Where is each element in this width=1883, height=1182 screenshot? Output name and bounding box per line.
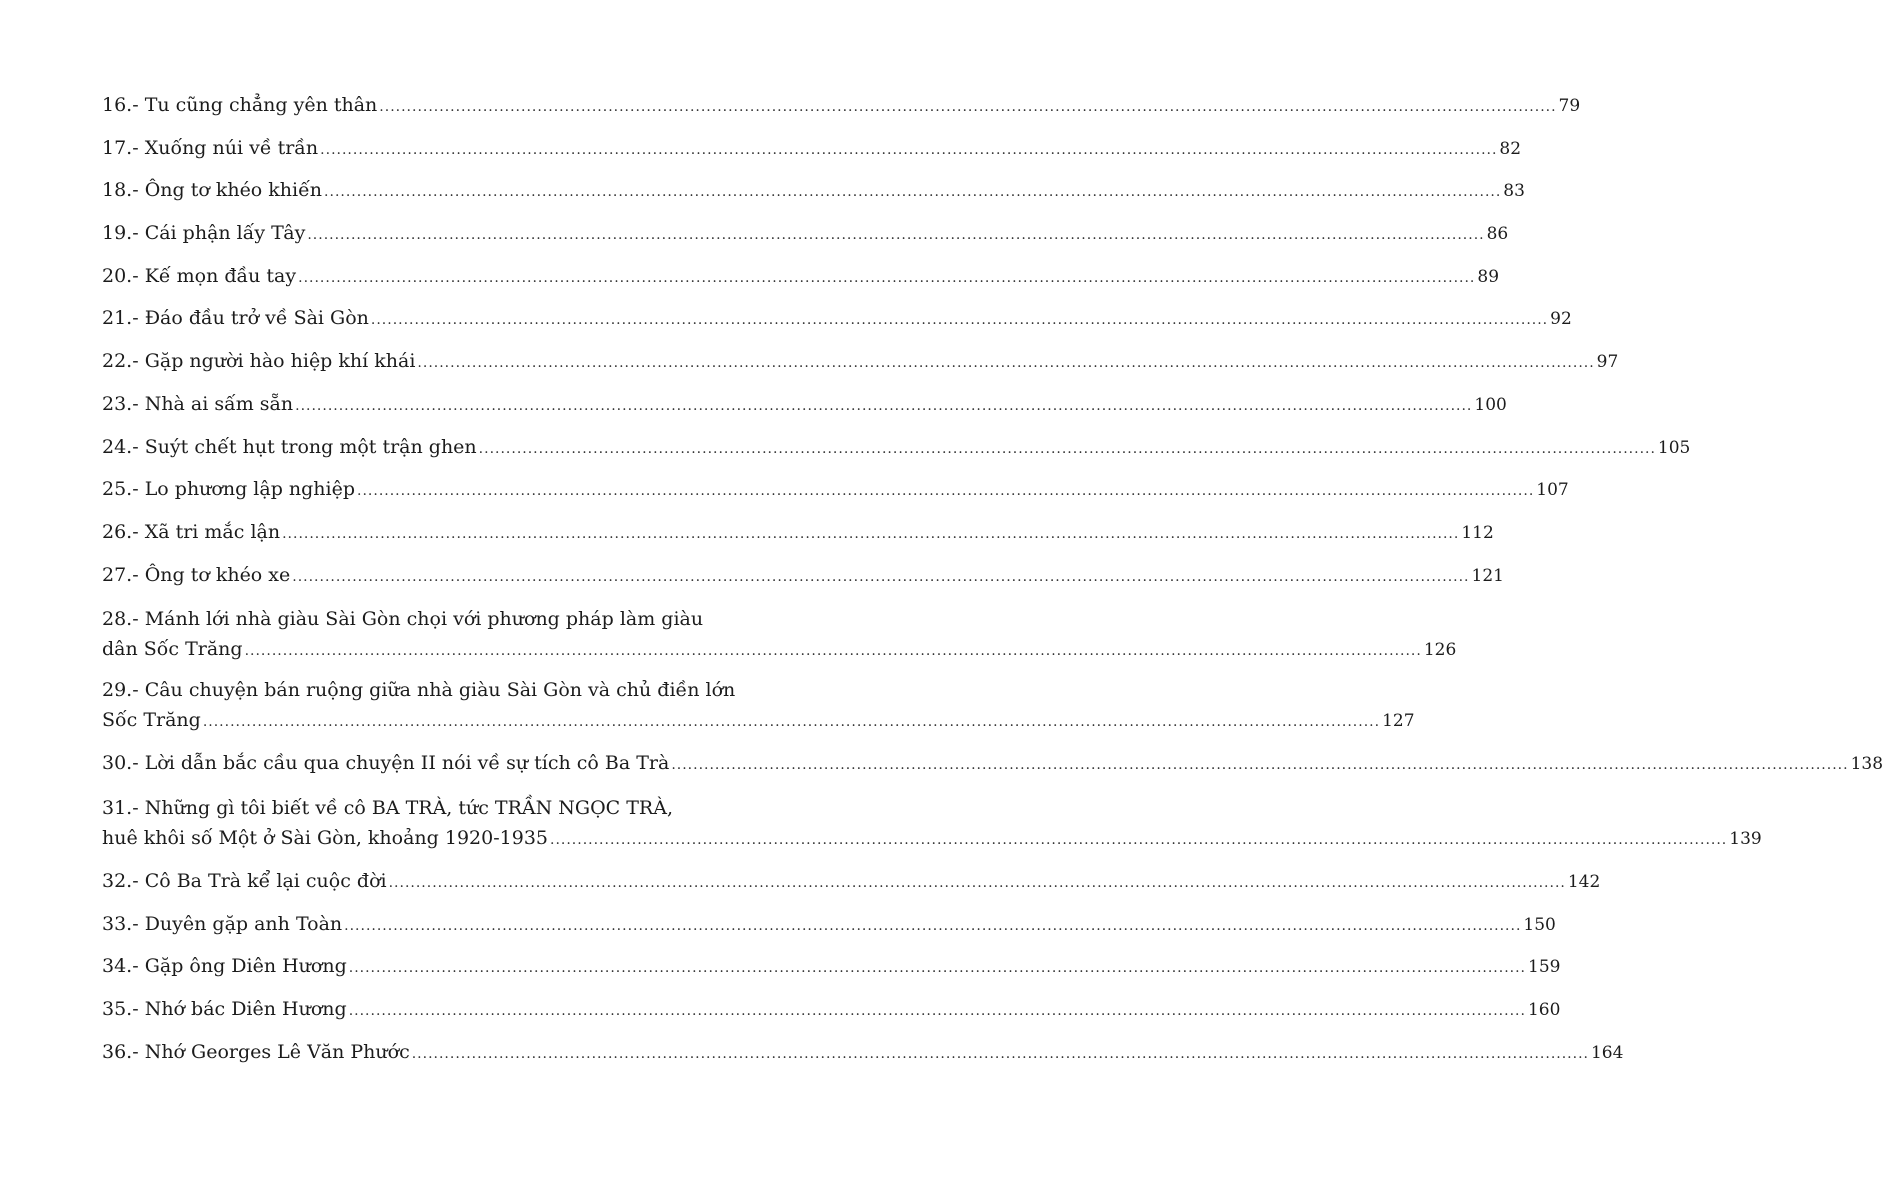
toc-entry-title: 25.- Lo phương lập nghiệp [102, 478, 356, 501]
toc-entry-29[interactable] [102, 675, 1415, 737]
toc-entry-title: 16.- Tu cũng chẳng yên thân [102, 94, 378, 116]
toc-page-number: 82 [1499, 138, 1522, 159]
dot-leader [342, 909, 1523, 943]
toc-entry-title: 30.- Lời dẫn bắc cầu qua chuyện II nói về sự tích cô Ba Trà [102, 752, 670, 775]
toc-entry-title-line1: 31.- Những gì tôi biết về cô BA TRÀ, tức TRẦN NGỌC TRÀ, [102, 796, 673, 819]
toc-entry-title: 33.- Duyên gặp anh Toàn [102, 912, 343, 935]
table-of-contents [102, 88, 1883, 1077]
toc-page-number: 164 [1590, 1042, 1624, 1063]
dot-leader [243, 636, 1424, 666]
toc-page-number: 97 [1596, 352, 1619, 373]
toc-entry-36[interactable] [102, 1035, 1624, 1078]
toc-entry-25[interactable] [102, 472, 1569, 515]
toc-entry-27[interactable] [102, 558, 1504, 601]
dot-leader [377, 90, 1558, 124]
toc-entry-18[interactable] [102, 173, 1525, 216]
toc-entry-title-line2: Sốc Trăng [102, 709, 201, 732]
toc-entry-title: 36.- Nhớ Georges Lê Văn Phước [102, 1040, 410, 1063]
toc-entry-32[interactable] [102, 864, 1601, 907]
toc-entry-title: 17.- Xuống núi về trần [102, 136, 319, 159]
toc-page-number: 92 [1550, 309, 1572, 330]
toc-entry-title-line1: 29.- Câu chuyện bán ruộng giữa nhà giàu Sài Gòn và chủ điền lớn [102, 679, 736, 702]
toc-page-number: 107 [1536, 480, 1569, 501]
dot-leader [355, 474, 1536, 508]
toc-entry-24[interactable] [102, 430, 1691, 473]
toc-page-number: 159 [1528, 957, 1561, 978]
toc-entry-35[interactable] [102, 992, 1561, 1035]
toc-entry-title-line1: 28.- Mánh lới nhà giàu Sài Gòn chọi với phương pháp làm giàu [102, 608, 704, 631]
toc-entry-19[interactable] [102, 216, 1509, 259]
toc-entry-title: 19.- Cái phận lấy Tây [102, 222, 306, 245]
toc-entry-title: 20.- Kế mọn đầu tay [102, 264, 297, 287]
toc-entry-title: 23.- Nhà ai sấm sẵn [102, 392, 294, 415]
toc-entry-28[interactable] [102, 604, 1457, 666]
toc-page-number: 139 [1729, 828, 1762, 849]
toc-page-number: 160 [1527, 1000, 1561, 1020]
toc-entry-22[interactable] [102, 344, 1619, 387]
toc-page-number: 138 [1850, 754, 1883, 775]
toc-page-number: 142 [1567, 871, 1601, 892]
toc-page-number: 150 [1523, 914, 1556, 935]
toc-page-number: 127 [1382, 711, 1415, 732]
dot-leader [322, 175, 1503, 209]
toc-entry-title-line2: dân Sốc Trăng [102, 638, 243, 661]
toc-entry-title: 24.- Suýt chết hụt trong một trận ghen [102, 435, 477, 458]
dot-leader [296, 261, 1477, 295]
toc-entry-16[interactable] [102, 88, 1581, 131]
toc-entry-title: 34.- Gặp ông Diên Hương [102, 955, 347, 978]
toc-entry-title: 32.- Cô Ba Trà kể lại cuộc đời [102, 869, 387, 892]
toc-page-number: 100 [1474, 394, 1507, 415]
toc-entry-21[interactable] [102, 301, 1572, 344]
toc-page-number: 112 [1461, 522, 1494, 543]
toc-entry-title: 26.- Xã tri mắc lận [102, 520, 281, 543]
toc-entry-20[interactable] [102, 259, 1500, 302]
dot-leader [369, 303, 1550, 337]
toc-entry-34[interactable] [102, 949, 1561, 992]
dot-leader [415, 346, 1596, 380]
toc-entry-31[interactable] [102, 793, 1762, 855]
toc-entry-title: 27.- Ông tơ khéo xe [102, 563, 291, 586]
toc-entry-title: 21.- Đáo đầu trở về Sài Gòn [102, 307, 369, 330]
dot-leader [347, 951, 1528, 985]
dot-leader [410, 1037, 1591, 1071]
toc-entry-23[interactable] [102, 387, 1507, 430]
toc-entry-title: 18.- Ông tơ khéo khiến [102, 179, 323, 202]
toc-entry-33[interactable] [102, 907, 1556, 950]
toc-page-number: 105 [1657, 437, 1691, 458]
toc-entry-30[interactable] [102, 746, 1883, 789]
dot-leader [201, 707, 1382, 737]
toc-page-number: 89 [1477, 266, 1500, 287]
dot-leader [669, 748, 1850, 782]
toc-entry-title: 22.- Gặp người hào hiệp khí khái [102, 350, 416, 373]
toc-page-number: 83 [1503, 181, 1525, 202]
dot-leader [280, 517, 1461, 551]
toc-page-number: 79 [1558, 96, 1581, 116]
dot-leader [305, 218, 1486, 252]
toc-entry-title-line2: huê khôi số Một ở Sài Gòn, khoảng 1920-1935 [102, 826, 548, 849]
dot-leader [347, 994, 1528, 1028]
dot-leader [290, 560, 1471, 594]
dot-leader [548, 825, 1729, 855]
dot-leader [293, 389, 1474, 423]
dot-leader [387, 866, 1568, 900]
dot-leader [477, 432, 1658, 466]
toc-page-number: 126 [1423, 640, 1457, 661]
toc-page-number: 121 [1471, 565, 1504, 586]
toc-page-number: 86 [1486, 224, 1509, 245]
toc-entry-title: 35.- Nhớ bác Diên Hương [102, 998, 347, 1020]
toc-entry-26[interactable] [102, 515, 1494, 558]
toc-entry-17[interactable] [102, 131, 1522, 174]
dot-leader [318, 133, 1499, 167]
